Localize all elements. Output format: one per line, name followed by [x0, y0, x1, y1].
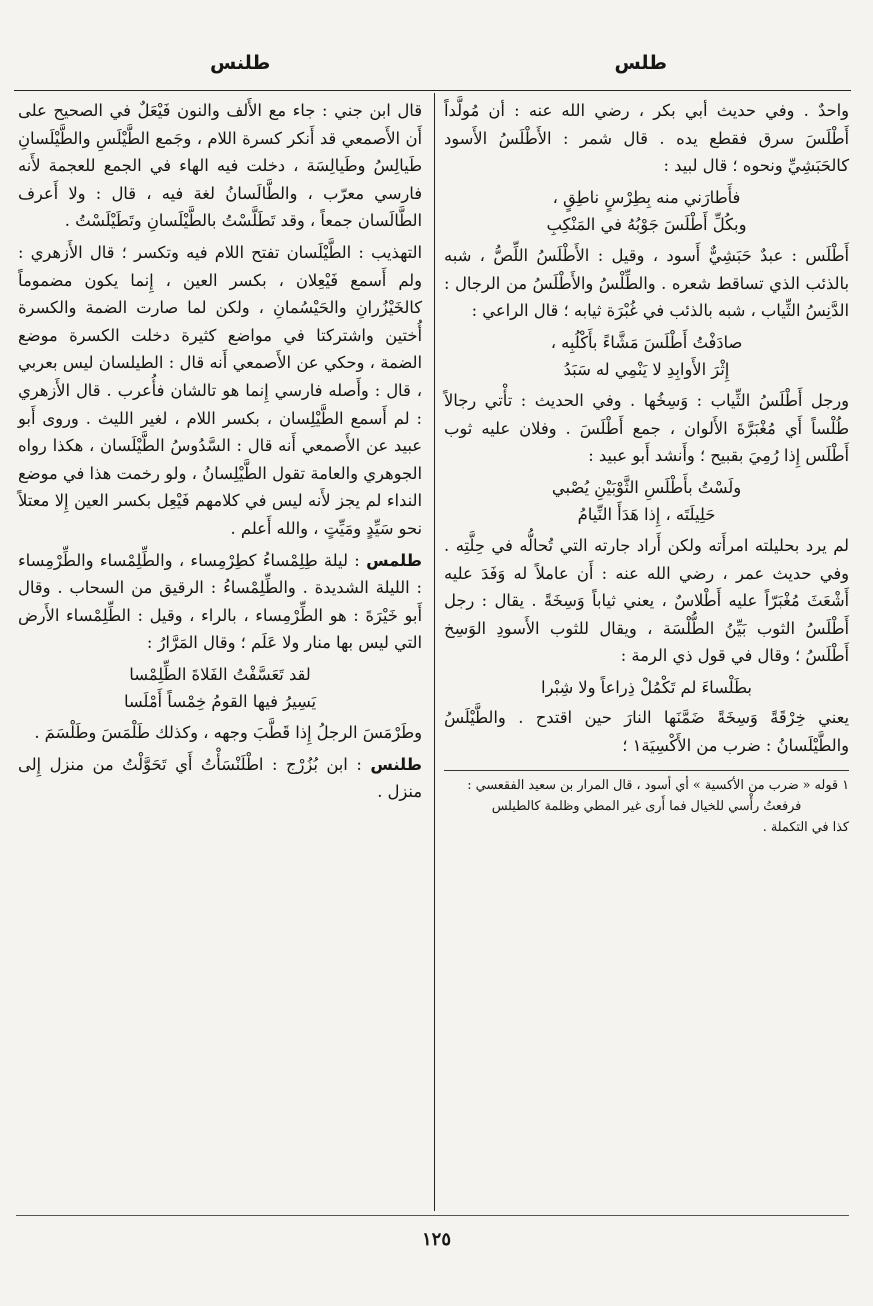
verse-lines [444, 184, 849, 239]
right-paragraph-1: واحدٌ . وفي حديث أبي بكر ، رضي الله عنه : أن مُولَّداً أَطْلَسَ سرق فقطع يده . قال شمر : الأَطْلَسُ الأَسود كالحَبَشِيِّ ونحوه ؛ قال لبيد : [444, 101, 849, 176]
verse-lines [444, 474, 849, 529]
left-paragraph-4: وطَرْمَسَ الرجلُ إِذا قَطَّبَ وجهه ، وكذلك طَلْمَسَ وطَلْسَمَ . [34, 723, 422, 743]
footnote-text: كذا في التكملة . [762, 819, 849, 835]
entry-text: : ابن بُزُرْج : اطْلَنْسَأْتُ أَي تَحَوَّلْتُ من منزل إِلى منزل . [18, 754, 422, 802]
left-paragraph-2: التهذيب : الطَّيْلَسان تفتح اللام فيه وتكسر ؛ قال الأَزهري : ولم أَسمع فَيْعِلان ، بكسر العين ، إِنما يكون مضموماً كالخَيْزُرانِ والحَيْسُمانِ ، ولكن لما صارت الضمة والكسرة أُختين واشتركتا في مواضع كثيرة دخلت الكسرة موضع الضمة ، وحكي عن الأَصمعي أَنه قال : الطيلسان ليس بعربي ، قال : وأَصله فارسي إِنما هو تالشان فأُعرب . قال الأَزهري : لم أَسمع الطَّيْلِسان ، بكسر اللام ، لغير الليث . وروى أَبو عبيد عن الأَصمعي أَنه قال : السَّدُوسُ الطَّيْلَسان ، هكذا رواه الجوهري والعامة تقول الطَّيْلِسانُ ، ولو رخمت هذا في موضع النداء لم يجز لأَنه ليس في كلامهم فَيْعِل بكسر العين إِلا معتلاً نحو سَيِّدٍ ومَيِّتٍ ، والله أَعلم . [18, 242, 422, 538]
verse-line: صادَفْتُ أَطْلَسَ مَشَّاءً بأَكْلُبِه ، [550, 332, 743, 352]
right-paragraph-5: يعني خِرْقَةً وَسِخَةً ضَمَّنَها النارَ حين اقتدح . والطَّيْلَسُ والطَّيْلَسانُ : ضرب من الأَكْسِيَة١ ؛ [444, 708, 849, 756]
right-column [444, 97, 849, 838]
verse-line: حَلِيلَتَه ، إِذا هَدَأَ النِّيامُ [577, 505, 716, 525]
verse-lines [18, 661, 422, 716]
verse-lines [444, 674, 849, 702]
column-divider [434, 93, 435, 1211]
verse-line: إِثْرَ الأَوابِدِ لا يَنْمِي له سَبَدُ [563, 360, 730, 380]
footnote-text: ١ قوله « ضرب من الأكسية » أي أسود ، قال المرار بن سعيد الفقعسي : [467, 777, 849, 793]
verse-line: بطَلْساءَ لم تَكْمُلْ ذِراعاً ولا شِبْرا [541, 677, 752, 697]
verse-line: لقد تَعَسَّفْتُ الفَلاةَ الطِّلِمْسا [129, 664, 311, 684]
running-head-right: طلس [614, 52, 667, 74]
bottom-rule [16, 1215, 849, 1216]
left-paragraph-1: قال ابن جني : جاء مع الأَلف والنون فَيْعَلٌ في الصحيح على أَن الأَصمعي قد أَنكر كسرة اللام ، وجَمع الطَّيْلَسِ والطَّيْلَسانِ طَيالِسُ وطَيالِسَة ، دخلت فيه الهاء في الجمع للعجمة لأَنه فارسي معرّب ، والطَّالَسانُ لغة فيه ، قال : ولا أَعرف الطَّالَسان جمعاً ، وقد تَطَلَّسْتُ بالطَّيْلَسانِ وتَطَيْلَسْتُ . [18, 101, 422, 231]
verse-line: ولَسْتُ بأَطْلَسِ الثَّوْبَيْنِ يُصْبي [551, 477, 742, 497]
entry-talnas [18, 751, 422, 806]
verse-line: وبكُلِّ أَطْلَسَ جَوْبُهُ في المَنْكِبِ [546, 215, 747, 235]
right-paragraph-2: أَطْلَس : عبدٌ حَبَشِيٌّ أَسود ، وقيل : الأَطْلَسُ اللِّصُّ ، شبه بالذئب الذي تساقط شعره . والطِّلْسُ والأَطْلَسُ من الرجال : الدَّنِسُ الثِّياب ، شبه بالذئب في غُبْرَة ثيابه ؛ قال الراعي : [444, 245, 849, 321]
running-head-left: طلنس [210, 52, 271, 74]
page-number: ١٢٥ [421, 1229, 451, 1250]
right-paragraph-3: ورجل أَطْلَسُ الثِّياب : وَسِخُها . وفي الحديث : تأْتي رجالاً طُلْساً أَي مُغْبَرَّةَ الأَلوان ، جمع أَطْلَسَ . وفلان عليه ثوب أَطْلَس إِذا رُمِيَ بقبيح ؛ وأَنشد أَبو عبيد : [444, 390, 849, 466]
footnote-verse: فرفعتُ رأْسي للخيال فما أَرى غير المطي وظلمة كالطيلس [491, 798, 802, 814]
headword: طلنس [370, 754, 422, 774]
verse-line: يَسِيرُ فيها القومُ خِمْساً أَمْلَسا [123, 692, 317, 712]
entry-text: : ليلة طِلِمْساءُ كطِرْمِساء ، والطِّلِمْساء والطِّرْمِساء : الليلة الشديدة . والطِّلِمْساءُ : الرقيق من السحاب . وقال أَبو خَيْرَةَ : هو الطِّرْمِساء ، بالراء ، وقيل : الطِّلِمْساء الأَرض التي ليس بها منار ولا عَلَم ؛ وقال المَرَّارُ : [18, 550, 422, 653]
entry-talmas [18, 547, 422, 657]
headword: طلمس [366, 550, 422, 570]
verse-line: فأَطارَني منه بِطِرْسٍ ناطِقٍ ، [552, 187, 741, 207]
top-rule [14, 90, 851, 91]
right-paragraph-4: لم يرد بحليلته امرأَته ولكن أَراد جارته التي تُحالُّه في حِلَّتِه . وفي حديث عمر ، رضي الله عنه : أَن عاملاً له وَفَدَ عليه أَشْعَثَ مُغْبَرّاً عليه أَطْلاسٌ ، يعني ثياباً وَسِخَةً . يقال : رجل أَطْلَسُ الثوب بَيِّنُ الطُّلْسَة ، ويقال للثوب الأَسودِ الوَسِخ أَطْلَسُ ؛ وقال في قول ذي الرمة : [444, 535, 849, 666]
verse-lines [444, 329, 849, 384]
footnotes [444, 770, 849, 838]
left-column [18, 97, 422, 810]
